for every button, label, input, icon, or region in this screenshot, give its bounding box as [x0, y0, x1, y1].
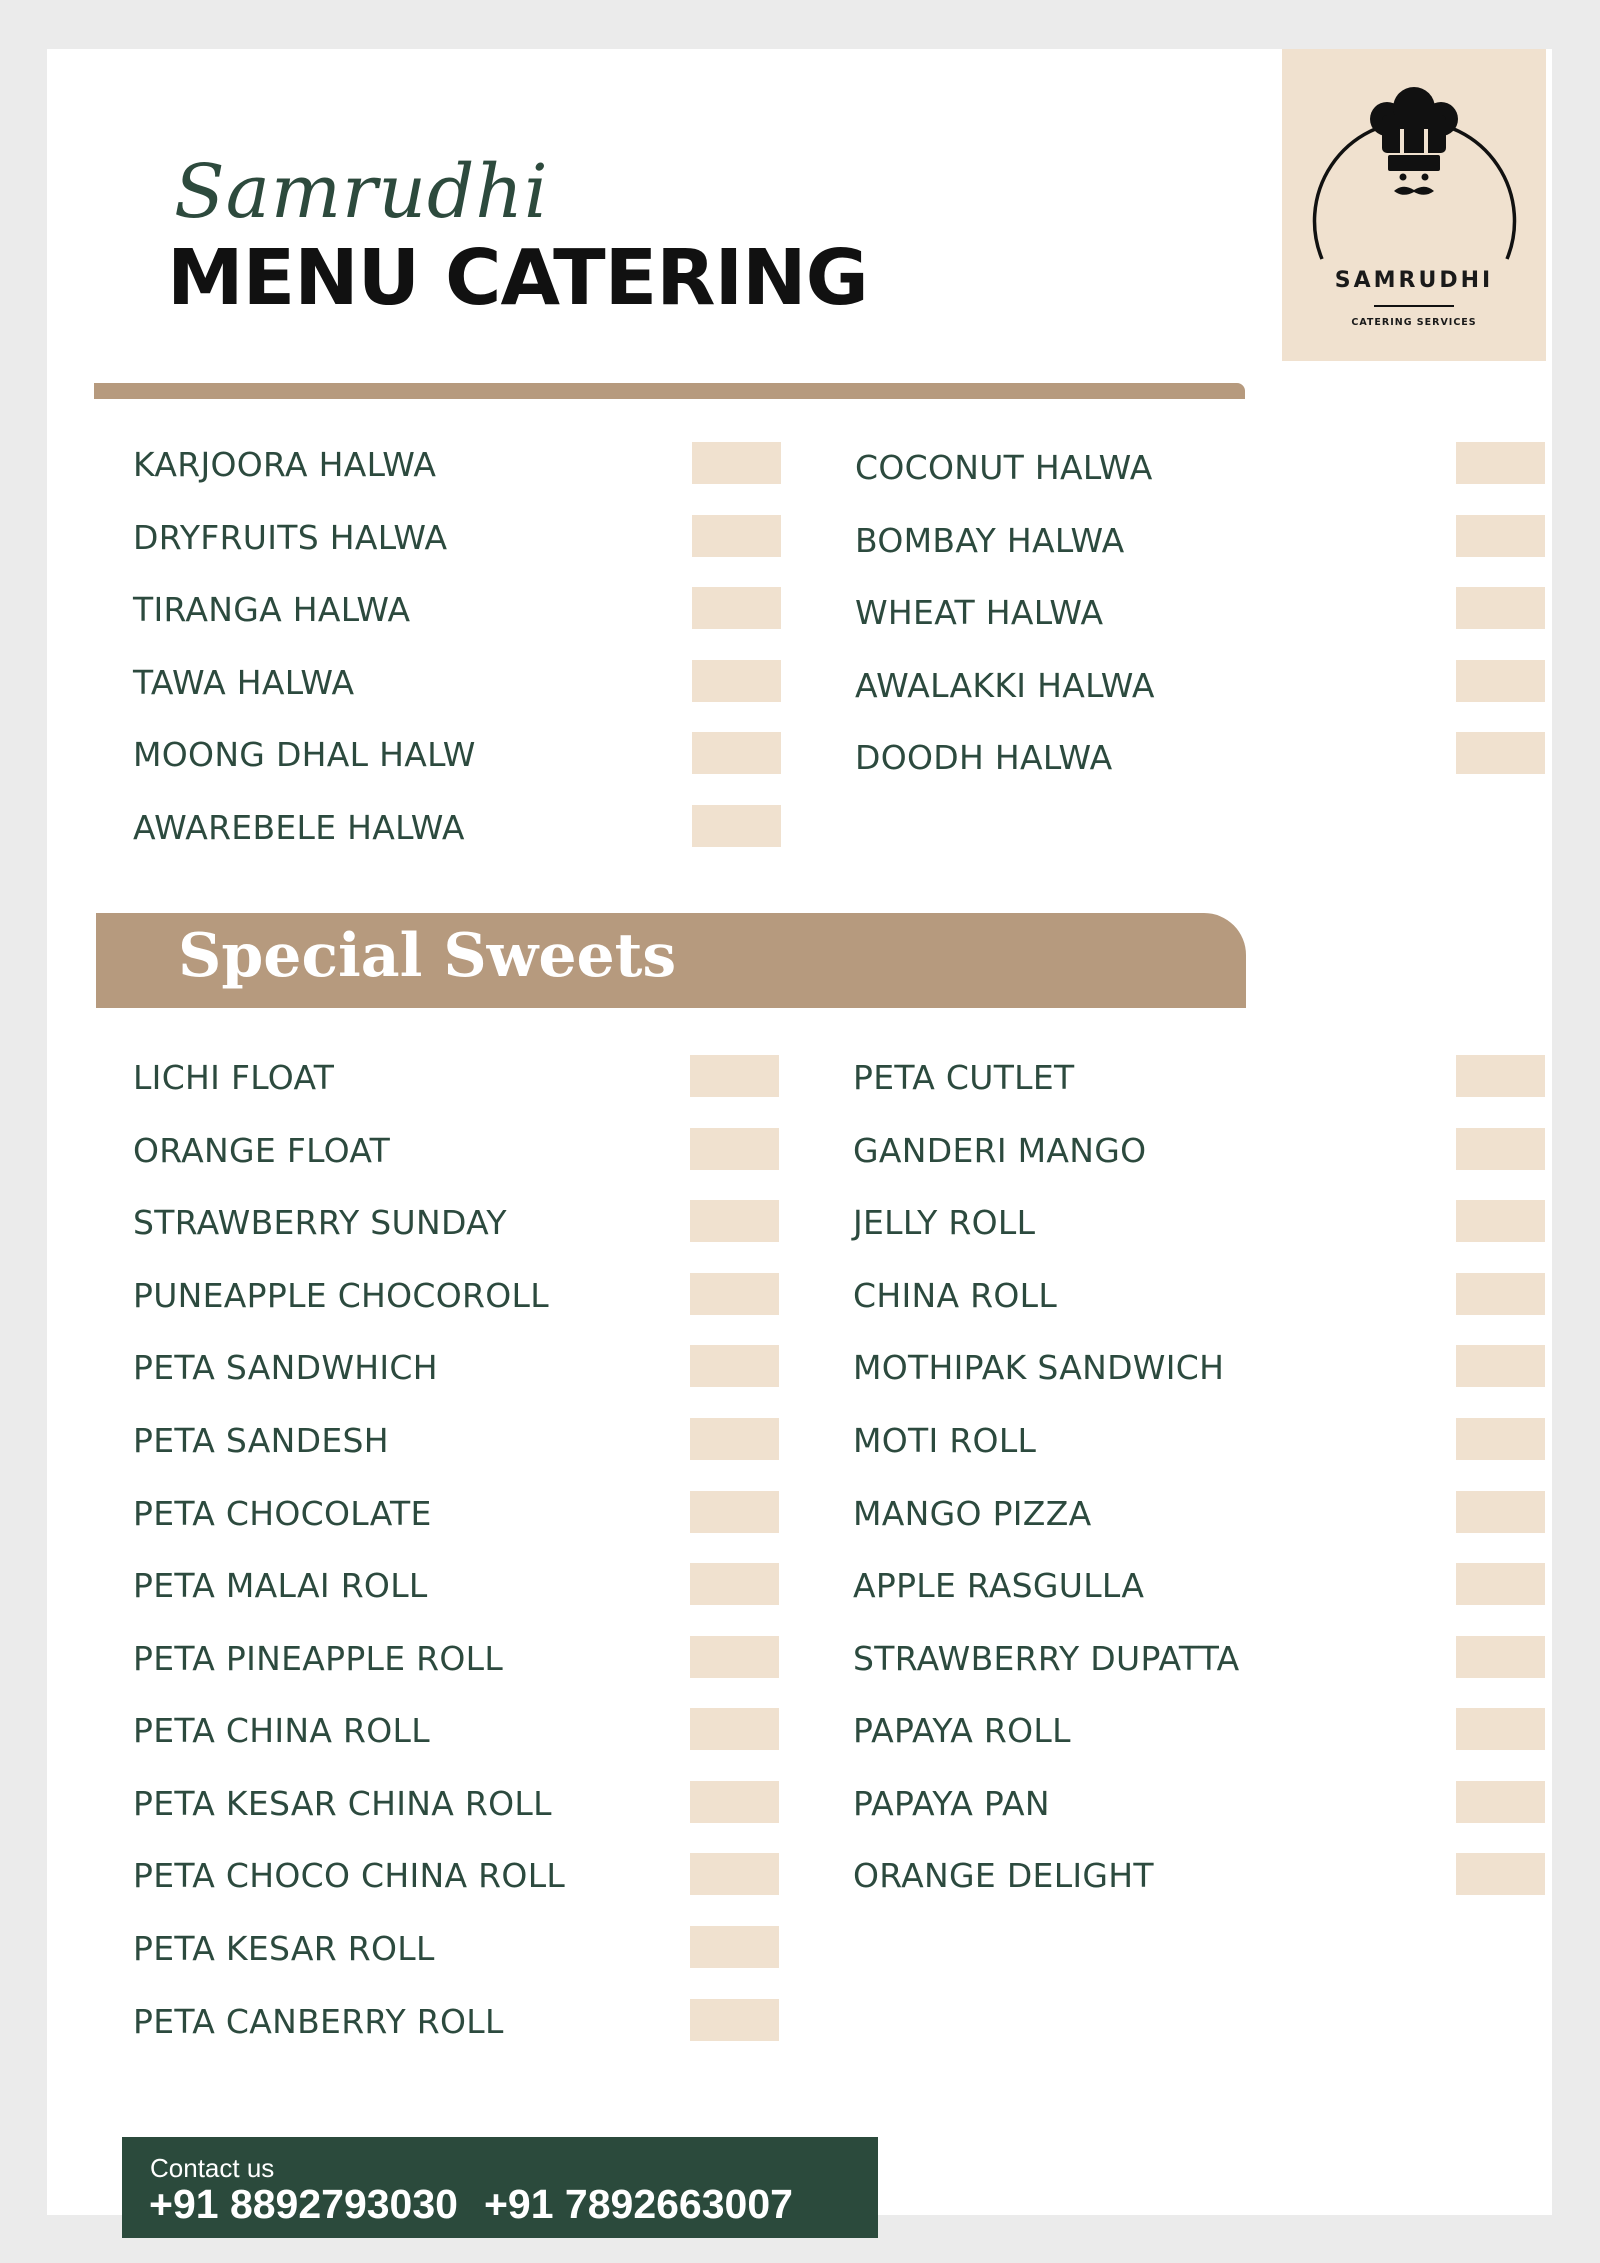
checkbox[interactable] — [692, 805, 781, 847]
checkbox[interactable] — [1456, 1128, 1545, 1170]
checkbox[interactable] — [1456, 1853, 1545, 1895]
checkbox[interactable] — [1456, 1200, 1545, 1242]
contact-phones — [149, 2181, 793, 2228]
item-label: GANDERI MANGO — [853, 1131, 1147, 1170]
checkbox[interactable] — [1456, 1345, 1545, 1387]
logo-subtitle: CATERING SERVICES — [1351, 317, 1477, 328]
checkbox[interactable] — [1456, 1781, 1545, 1823]
item-label: PETA KESAR CHINA ROLL — [133, 1784, 552, 1823]
checkbox[interactable] — [690, 1273, 779, 1315]
checkbox[interactable] — [1456, 1636, 1545, 1678]
item-label: TAWA HALWA — [133, 663, 355, 702]
checkbox[interactable] — [1456, 1418, 1545, 1460]
item-label: PETA PINEAPPLE ROLL — [133, 1639, 504, 1678]
checkbox[interactable] — [692, 732, 781, 774]
item-label: PETA CHINA ROLL — [133, 1711, 430, 1750]
item-label: PETA CHOCOLATE — [133, 1494, 432, 1533]
header-divider — [94, 383, 1245, 399]
checkbox[interactable] — [1456, 732, 1545, 774]
item-label: PETA SANDESH — [133, 1421, 389, 1460]
item-label: DOODH HALWA — [855, 738, 1113, 777]
item-label: LICHI FLOAT — [133, 1058, 335, 1097]
contact-label: Contact us — [150, 2153, 275, 2183]
checkbox[interactable] — [692, 515, 781, 557]
page-title: MENU CATERING — [167, 234, 868, 323]
checkbox[interactable] — [690, 1999, 779, 2041]
checkbox[interactable] — [1456, 442, 1545, 484]
checkbox[interactable] — [692, 442, 781, 484]
checkbox[interactable] — [690, 1491, 779, 1533]
item-label: MOTI ROLL — [853, 1421, 1037, 1460]
checkbox[interactable] — [692, 660, 781, 702]
item-label: ORANGE FLOAT — [133, 1131, 391, 1170]
item-label: BOMBAY HALWA — [855, 521, 1125, 560]
checkbox[interactable] — [690, 1200, 779, 1242]
checkbox[interactable] — [690, 1418, 779, 1460]
item-label: JELLY ROLL — [853, 1203, 1036, 1242]
item-label: PUNEAPPLE CHOCOROLL — [133, 1276, 549, 1315]
item-label: AWAREBELE HALWA — [133, 808, 465, 847]
checkbox[interactable] — [1456, 515, 1545, 557]
item-label: ORANGE DELIGHT — [853, 1856, 1154, 1895]
menu-page — [47, 49, 1552, 2227]
brand-script-title: Samrudhi — [174, 149, 549, 235]
item-label: STRAWBERRY SUNDAY — [133, 1203, 507, 1242]
checkbox[interactable] — [1456, 1491, 1545, 1533]
item-label: APPLE RASGULLA — [853, 1566, 1145, 1605]
item-label: COCONUT HALWA — [855, 448, 1153, 487]
item-label: MOONG DHAL HALW — [133, 735, 476, 774]
section-banner-special-sweets — [96, 913, 1246, 1008]
phone-number-2[interactable]: +91 7892663007 — [483, 2181, 793, 2227]
checkbox[interactable] — [1456, 1273, 1545, 1315]
logo-name: SAMRUDHI — [1334, 268, 1494, 293]
phone-number-1[interactable]: +91 8892793030 — [149, 2181, 458, 2227]
item-label: PETA CHOCO CHINA ROLL — [133, 1856, 566, 1895]
checkbox[interactable] — [1456, 1708, 1545, 1750]
section-title: Special Sweets — [178, 921, 677, 991]
checkbox[interactable] — [690, 1128, 779, 1170]
item-label: DRYFRUITS HALWA — [133, 518, 448, 557]
item-label: MANGO PIZZA — [853, 1494, 1092, 1533]
item-label: PETA SANDWHICH — [133, 1348, 438, 1387]
item-label: PAPAYA ROLL — [853, 1711, 1071, 1750]
checkbox[interactable] — [690, 1563, 779, 1605]
logo — [1282, 49, 1546, 361]
item-label: KARJOORA HALWA — [133, 445, 437, 484]
chef-hat-icon — [1282, 49, 1546, 361]
item-label: PETA MALAI ROLL — [133, 1566, 428, 1605]
item-label: STRAWBERRY DUPATTA — [853, 1639, 1240, 1678]
checkbox[interactable] — [1456, 587, 1545, 629]
checkbox[interactable] — [690, 1055, 779, 1097]
checkbox[interactable] — [690, 1708, 779, 1750]
checkbox[interactable] — [690, 1781, 779, 1823]
checkbox[interactable] — [690, 1853, 779, 1895]
item-label: PETA KESAR ROLL — [133, 1929, 435, 1968]
checkbox[interactable] — [690, 1345, 779, 1387]
item-label: MOTHIPAK SANDWICH — [853, 1348, 1225, 1387]
checkbox[interactable] — [1456, 1055, 1545, 1097]
checkbox[interactable] — [1456, 1563, 1545, 1605]
item-label: PETA CANBERRY ROLL — [133, 2002, 504, 2041]
item-label: PETA CUTLET — [853, 1058, 1075, 1097]
item-label: PAPAYA PAN — [853, 1784, 1050, 1823]
checkbox[interactable] — [1456, 660, 1545, 702]
checkbox[interactable] — [690, 1926, 779, 1968]
checkbox[interactable] — [690, 1636, 779, 1678]
item-label: AWALAKKI HALWA — [855, 666, 1155, 705]
item-label: CHINA ROLL — [853, 1276, 1058, 1315]
item-label: TIRANGA HALWA — [133, 590, 411, 629]
item-label: WHEAT HALWA — [855, 593, 1104, 632]
contact-panel — [122, 2137, 878, 2238]
checkbox[interactable] — [692, 587, 781, 629]
